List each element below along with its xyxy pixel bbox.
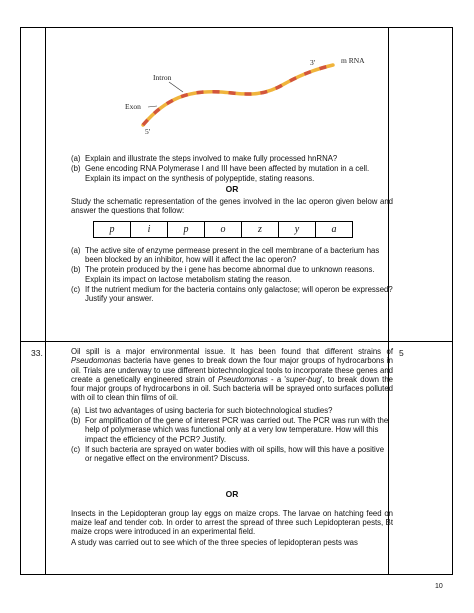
gene-box: y [279,222,316,237]
q33-item-a [71,406,393,415]
gene-box: z [242,222,279,237]
intron-pointer [169,82,183,92]
page-number: 10 [435,583,443,590]
question-number: 33. [31,348,43,358]
item-label: (b) [71,265,81,275]
q32-sub-item-c [71,285,393,304]
exon-pointer [148,106,157,107]
or-divider: OR [225,488,239,499]
superbug-term: super-bug [285,374,321,384]
item-label: (b) [71,164,81,174]
q33-intro [71,347,393,403]
intro-text: bacteria have genes to break down the four major groups of hydrocarbons in oil. Trials are underway to use different biotechnological tools to incorporate these genes and create a genetically engineered strain of [71,356,393,384]
gene-box: o [205,222,242,237]
gene-box: i [131,222,168,237]
column-divider-left [45,28,46,574]
gene-box: a [331,223,337,235]
item-text: If such bacteria are sprayed on water bodies with oil spills, how will this have a positive or negative effect on the environment? Discuss. [85,444,385,464]
three-prime-label: 3' [310,58,316,67]
item-text: List two advantages of using bacteria for such biotechnological studies? [85,405,333,415]
exon-label: Exon [125,102,141,111]
gene-box: p [168,222,205,237]
item-text: For amplification of the gene of interest PCR was carried out. The PCR was run with the help of polymerase which was functional only at a very low temperature. How will this impact the efficiency of the PCR? Justify. [85,416,389,444]
question-table [20,27,453,575]
lac-operon-genes [93,221,353,238]
q33-item-c [71,445,393,464]
question-33-content [71,347,393,550]
hnrna-diagram [71,28,393,136]
q33-alternative-text: Insects in the Lepidopteran group lay eggs on maize crops. The larvae on hatching feed on maize leaf and tender cob. In order to arrest the spread of three such Lepidopteran pests, Bt maize crops were introduced in an experimental field. [71,508,393,537]
five-prime-label: 5' [145,127,151,136]
q32-sub-item-b [71,265,393,284]
mrna-label: m RNA [341,56,365,65]
q33-item-b [71,416,393,444]
item-label: (b) [71,416,81,426]
item-text: If the nutrient medium for the bacteria contains only galactose; will operon be expressed? Justify your answer. [85,284,393,304]
item-label: (a) [71,245,81,255]
q32-sub-item-a [71,246,393,265]
question-marks: 5 [399,348,404,358]
intro-text: ', to break down the four major groups of hydrocarbons in oil. Such bacteria will be sprayed onto surfaces polluted with oil to clean thin films of oil. [71,374,394,403]
row-divider [21,341,452,342]
species-name: Pseudomonas [71,356,121,366]
intro-text: Oil spill is a major environmental issue. It has been found that different strains of [71,347,393,356]
item-label: (a) [71,154,81,163]
item-text: The active site of enzyme permease present in the cell membrane of a bacterium has been blocked by an inhibitor, how will it affect the lac operon? [85,245,380,265]
item-label: (c) [71,444,81,454]
intro-text: - a ' [267,374,286,384]
gene-box: p [94,222,131,237]
intron-label: Intron [153,73,172,82]
q32-item-a [71,154,393,163]
or-divider: OR [225,183,239,194]
lac-operon-intro: Study the schematic representation of the genes involved in the lac operon given below and answer the questions that follow: [71,197,393,216]
item-label: (c) [71,284,81,294]
item-text: The protein produced by the i gene has become abnormal due to unknown reasons. Explain its impact on lactose metabolism stating the reason. [85,265,375,284]
item-text: Explain and illustrate the steps involved to make fully processed hnRNA? [85,154,338,163]
item-label: (a) [71,405,81,415]
species-name: Pseudomonas [217,374,268,384]
q33-alternative-text-continued: A study was carried out to see which of the three species of lepidopteran pests was [71,537,358,547]
question-32-text [71,154,393,305]
item-text: Gene encoding RNA Polymerase I and III have been affected by mutation in a cell. Explain its impact on the synthesis of polypeptide, stating reasons. [85,164,370,183]
mrna-strand [143,65,333,125]
q32-item-b [71,164,393,183]
